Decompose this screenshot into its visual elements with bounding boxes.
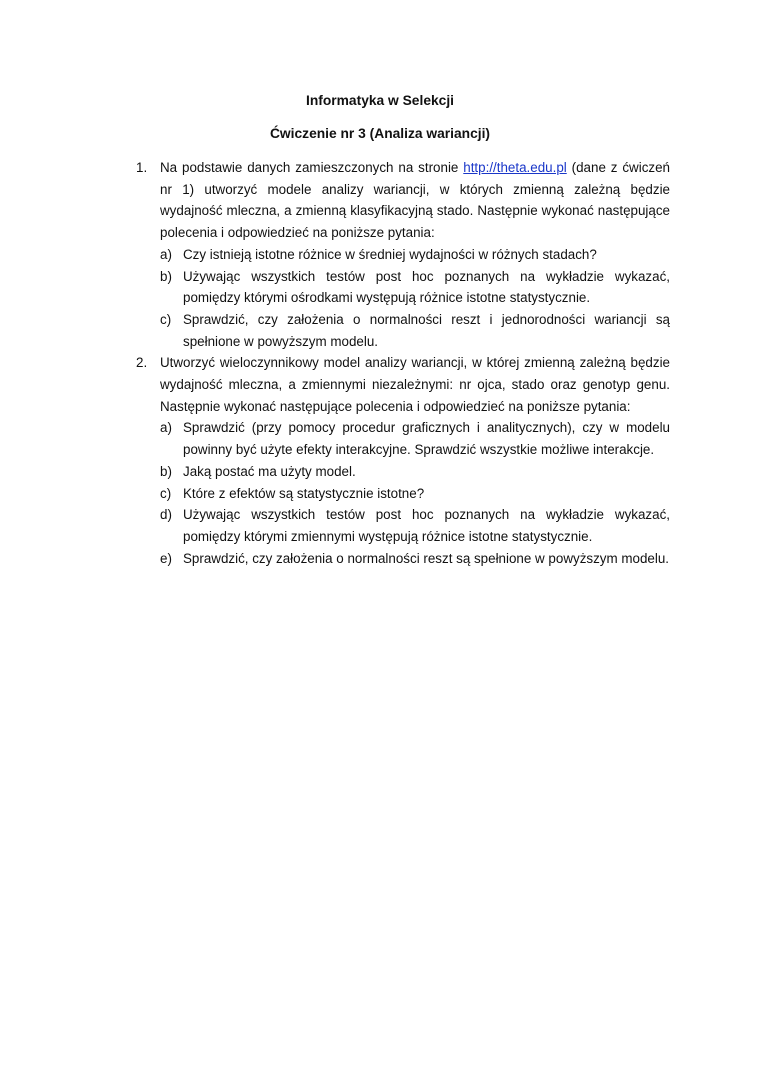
subtask-label: a) bbox=[160, 420, 172, 436]
subtask-text: Czy istnieją istotne różnice w średniej wydajności w różnych stadach? bbox=[183, 246, 597, 262]
task-number: 2. bbox=[136, 355, 148, 371]
subtask-list bbox=[160, 244, 670, 353]
exercise-content bbox=[136, 157, 670, 569]
subtask-item bbox=[160, 504, 670, 547]
task-description: Utworzyć wieloczynnikowy model analizy wariancji, w której zmienną zależną będzie wydajność mleczna, a zmiennymi niezależnymi: nr ojca, stado oraz genotyp genu. Następnie wykonać następujące polecenia i odpowiedzieć na poniższe pytania: bbox=[160, 355, 670, 414]
subtask-label: e) bbox=[160, 550, 172, 566]
subtask-label: d) bbox=[160, 507, 172, 523]
subtask-label: b) bbox=[160, 268, 172, 284]
subtask-item bbox=[160, 548, 670, 570]
subtask-label: b) bbox=[160, 463, 172, 479]
subtask-text: Sprawdzić, czy założenia o normalności reszt są spełnione w powyższym modelu. bbox=[183, 550, 669, 566]
task-list bbox=[136, 157, 670, 569]
theta-link[interactable]: http://theta.edu.pl bbox=[463, 160, 567, 175]
task-text-after-link: (dane z ćwiczeń nr 1) utworzyć modele analizy wariancji, w których zmienną zależną będzie wydajność mleczna, a zmienną klasyfikacyjną stado. Następnie wykonać następujące polecenia i odpowiedzieć na poniższe pytania: bbox=[160, 160, 670, 241]
exercise-title: Ćwiczenie nr 3 (Analiza wariancji) bbox=[269, 126, 491, 141]
task-text-before-link: Na podstawie danych zamieszczonych na stronie bbox=[160, 160, 464, 175]
subtask-label: c) bbox=[160, 311, 172, 327]
subtask-text: Sprawdzić, czy założenia o normalności reszt i jednorodności wariancji są spełnione w powyższym modelu. bbox=[183, 311, 670, 349]
subtask-item bbox=[160, 483, 670, 505]
subtask-label: a) bbox=[160, 246, 172, 262]
subtask-list bbox=[160, 417, 670, 569]
task-item-1 bbox=[136, 157, 670, 352]
subtask-item bbox=[160, 244, 670, 266]
subtask-text: Sprawdzić (przy pomocy procedur graficznych i analitycznych), czy w modelu powinny być użyte efekty interakcyjne. Sprawdzić wszystkie możliwe interakcje. bbox=[183, 420, 670, 458]
subtask-item bbox=[160, 309, 670, 352]
task-item-2 bbox=[136, 352, 670, 569]
task-description bbox=[160, 157, 670, 244]
subtask-item bbox=[160, 461, 670, 483]
subtask-text: Używając wszystkich testów post hoc poznanych na wykładzie wykazać, pomiędzy którymi zmiennymi występują różnice istotne statystycznie. bbox=[183, 507, 670, 544]
task-number: 1. bbox=[136, 160, 148, 175]
subtask-text: Które z efektów są statystycznie istotne? bbox=[183, 485, 425, 501]
subtask-label: c) bbox=[160, 485, 172, 501]
course-title: Informatyka w Selekcji bbox=[306, 93, 454, 108]
subtask-item bbox=[160, 417, 670, 460]
subtask-item bbox=[160, 266, 670, 309]
subtask-text: Używając wszystkich testów post hoc poznanych na wykładzie wykazać, pomiędzy którymi ośrodkami występują różnice istotne statystycznie. bbox=[183, 268, 670, 306]
subtask-text: Jaką postać ma użyty model. bbox=[183, 463, 356, 479]
